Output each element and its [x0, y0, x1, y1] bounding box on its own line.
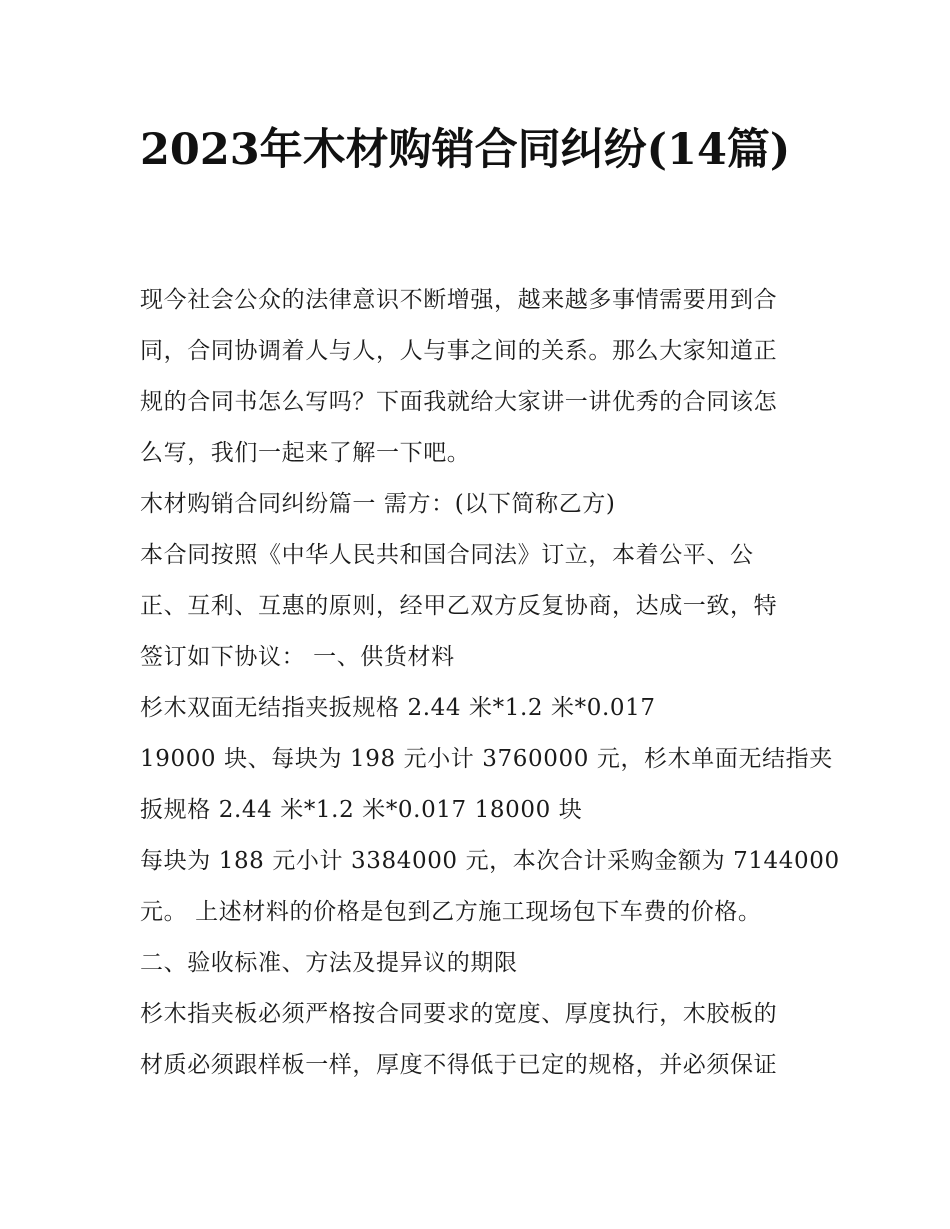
body-line: 正、互利、互惠的原则，经甲乙双方反复协商，达成一致，特 [140, 593, 778, 619]
body-line: 同，合同协调着人与人，人与事之间的关系。那么大家知道正 [140, 338, 778, 364]
section-heading-line: 二、验收标准、方法及提异议的期限 [140, 950, 518, 976]
body-line: 杉木双面无结指夹扳规格 2.44 米*1.2 米*0.017 [140, 695, 656, 721]
body-line: 规的合同书怎么写吗？下面我就给大家讲一讲优秀的合同该怎 [140, 389, 778, 415]
body-line: 19000 块、每块为 198 元小计 3760000 元，杉木单面无结指夹 [140, 746, 833, 772]
body-line: 签订如下协议： 一、供货材料 [140, 644, 455, 670]
document-title: 2023年木材购销合同纠纷(14篇) [140, 125, 791, 175]
body-line: 本合同按照《中华人民共和国合同法》订立，本着公平、公 [140, 542, 754, 568]
body-line: 每块为 188 元小计 3384000 元，本次合计采购金额为 7144000 [140, 848, 840, 874]
body-line: 杉木指夹板必须严格按合同要求的宽度、厚度执行，木胶板的 [140, 1001, 778, 1027]
body-line: 元。 上述材料的价格是包到乙方施工现场包下车费的价格。 [140, 899, 762, 925]
body-line: 材质必须跟样板一样，厚度不得低于已定的规格，并必须保证 [140, 1052, 778, 1078]
body-line: 扳规格 2.44 米*1.2 米*0.017 18000 块 [140, 797, 583, 823]
body-line: 现今社会公众的法律意识不断增强，越来越多事情需要用到合 [140, 287, 778, 313]
body-line: 么写，我们一起来了解一下吧。 [140, 440, 471, 466]
section-heading-line: 木材购销合同纠纷篇一 需方：(以下简称乙方) [140, 491, 616, 517]
